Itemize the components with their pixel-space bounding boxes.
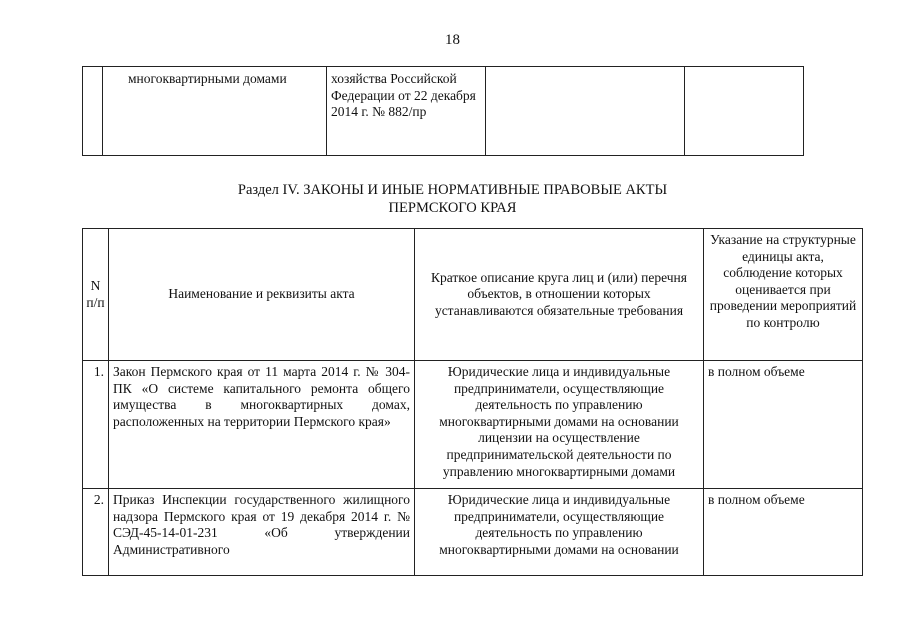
- description-cell: Юридические лица и индивидуальные предприниматели, осуществляющие деятельность по управлению многоквартирными домами на основании лицензии на осуществление предпринимательской деятельности по управлению многоквартирными домами: [415, 361, 704, 489]
- requirements-cell: в полном объеме: [704, 489, 863, 576]
- table-cell: [83, 67, 103, 156]
- table-row: [83, 489, 863, 576]
- requirements-cell: в полном объеме: [704, 361, 863, 489]
- section-title: [0, 181, 905, 217]
- header-act-name: Наименование и реквизиты акта: [109, 229, 415, 361]
- requirements-cell: [685, 67, 804, 156]
- table-header-row: [83, 229, 863, 361]
- row-number: 2.: [83, 489, 109, 576]
- table-row: [83, 67, 804, 156]
- act-name-cell: Закон Пермского края от 11 марта 2014 г. № 304-ПК «О системе капитального ремонта общего имущества в многоквартирных домах, расположенных на территории Пермского края»: [109, 361, 415, 489]
- section-title-line: Раздел IV. ЗАКОНЫ И ИНЫЕ НОРМАТИВНЫЕ ПРАВОВЫЕ АКТЫ: [237, 182, 668, 198]
- act-name-cell: Приказ Инспекции государственного жилищного надзора Пермского края от 19 декабря 2014 г. № СЭД-45-14-01-231 «Об утверждении Административного: [109, 489, 415, 576]
- table-row: [83, 361, 863, 489]
- section-title-line: ПЕРМСКОГО КРАЯ: [388, 200, 517, 216]
- act-reference-cell: хозяйства Российской Федерации от 22 декабря 2014 г. № 882/пр: [327, 67, 486, 156]
- row-number: 1.: [83, 361, 109, 489]
- header-num: N п/п: [83, 229, 109, 361]
- header-requirements: Указание на структурные единицы акта, соблюдение которых оценивается при проведении мероприятий по контролю: [704, 229, 863, 361]
- continuation-table: [82, 66, 804, 156]
- requirements-table: [82, 228, 863, 576]
- description-cell: [486, 67, 685, 156]
- header-description: Краткое описание круга лиц и (или) перечня объектов, в отношении которых устанавливаются обязательные требования: [415, 229, 704, 361]
- act-name-cell: многоквартирными домами: [103, 67, 327, 156]
- description-cell: Юридические лица и индивидуальные предприниматели, осуществляющие деятельность по управлению многоквартирными домами на основании: [415, 489, 704, 576]
- page-number: 18: [445, 32, 460, 48]
